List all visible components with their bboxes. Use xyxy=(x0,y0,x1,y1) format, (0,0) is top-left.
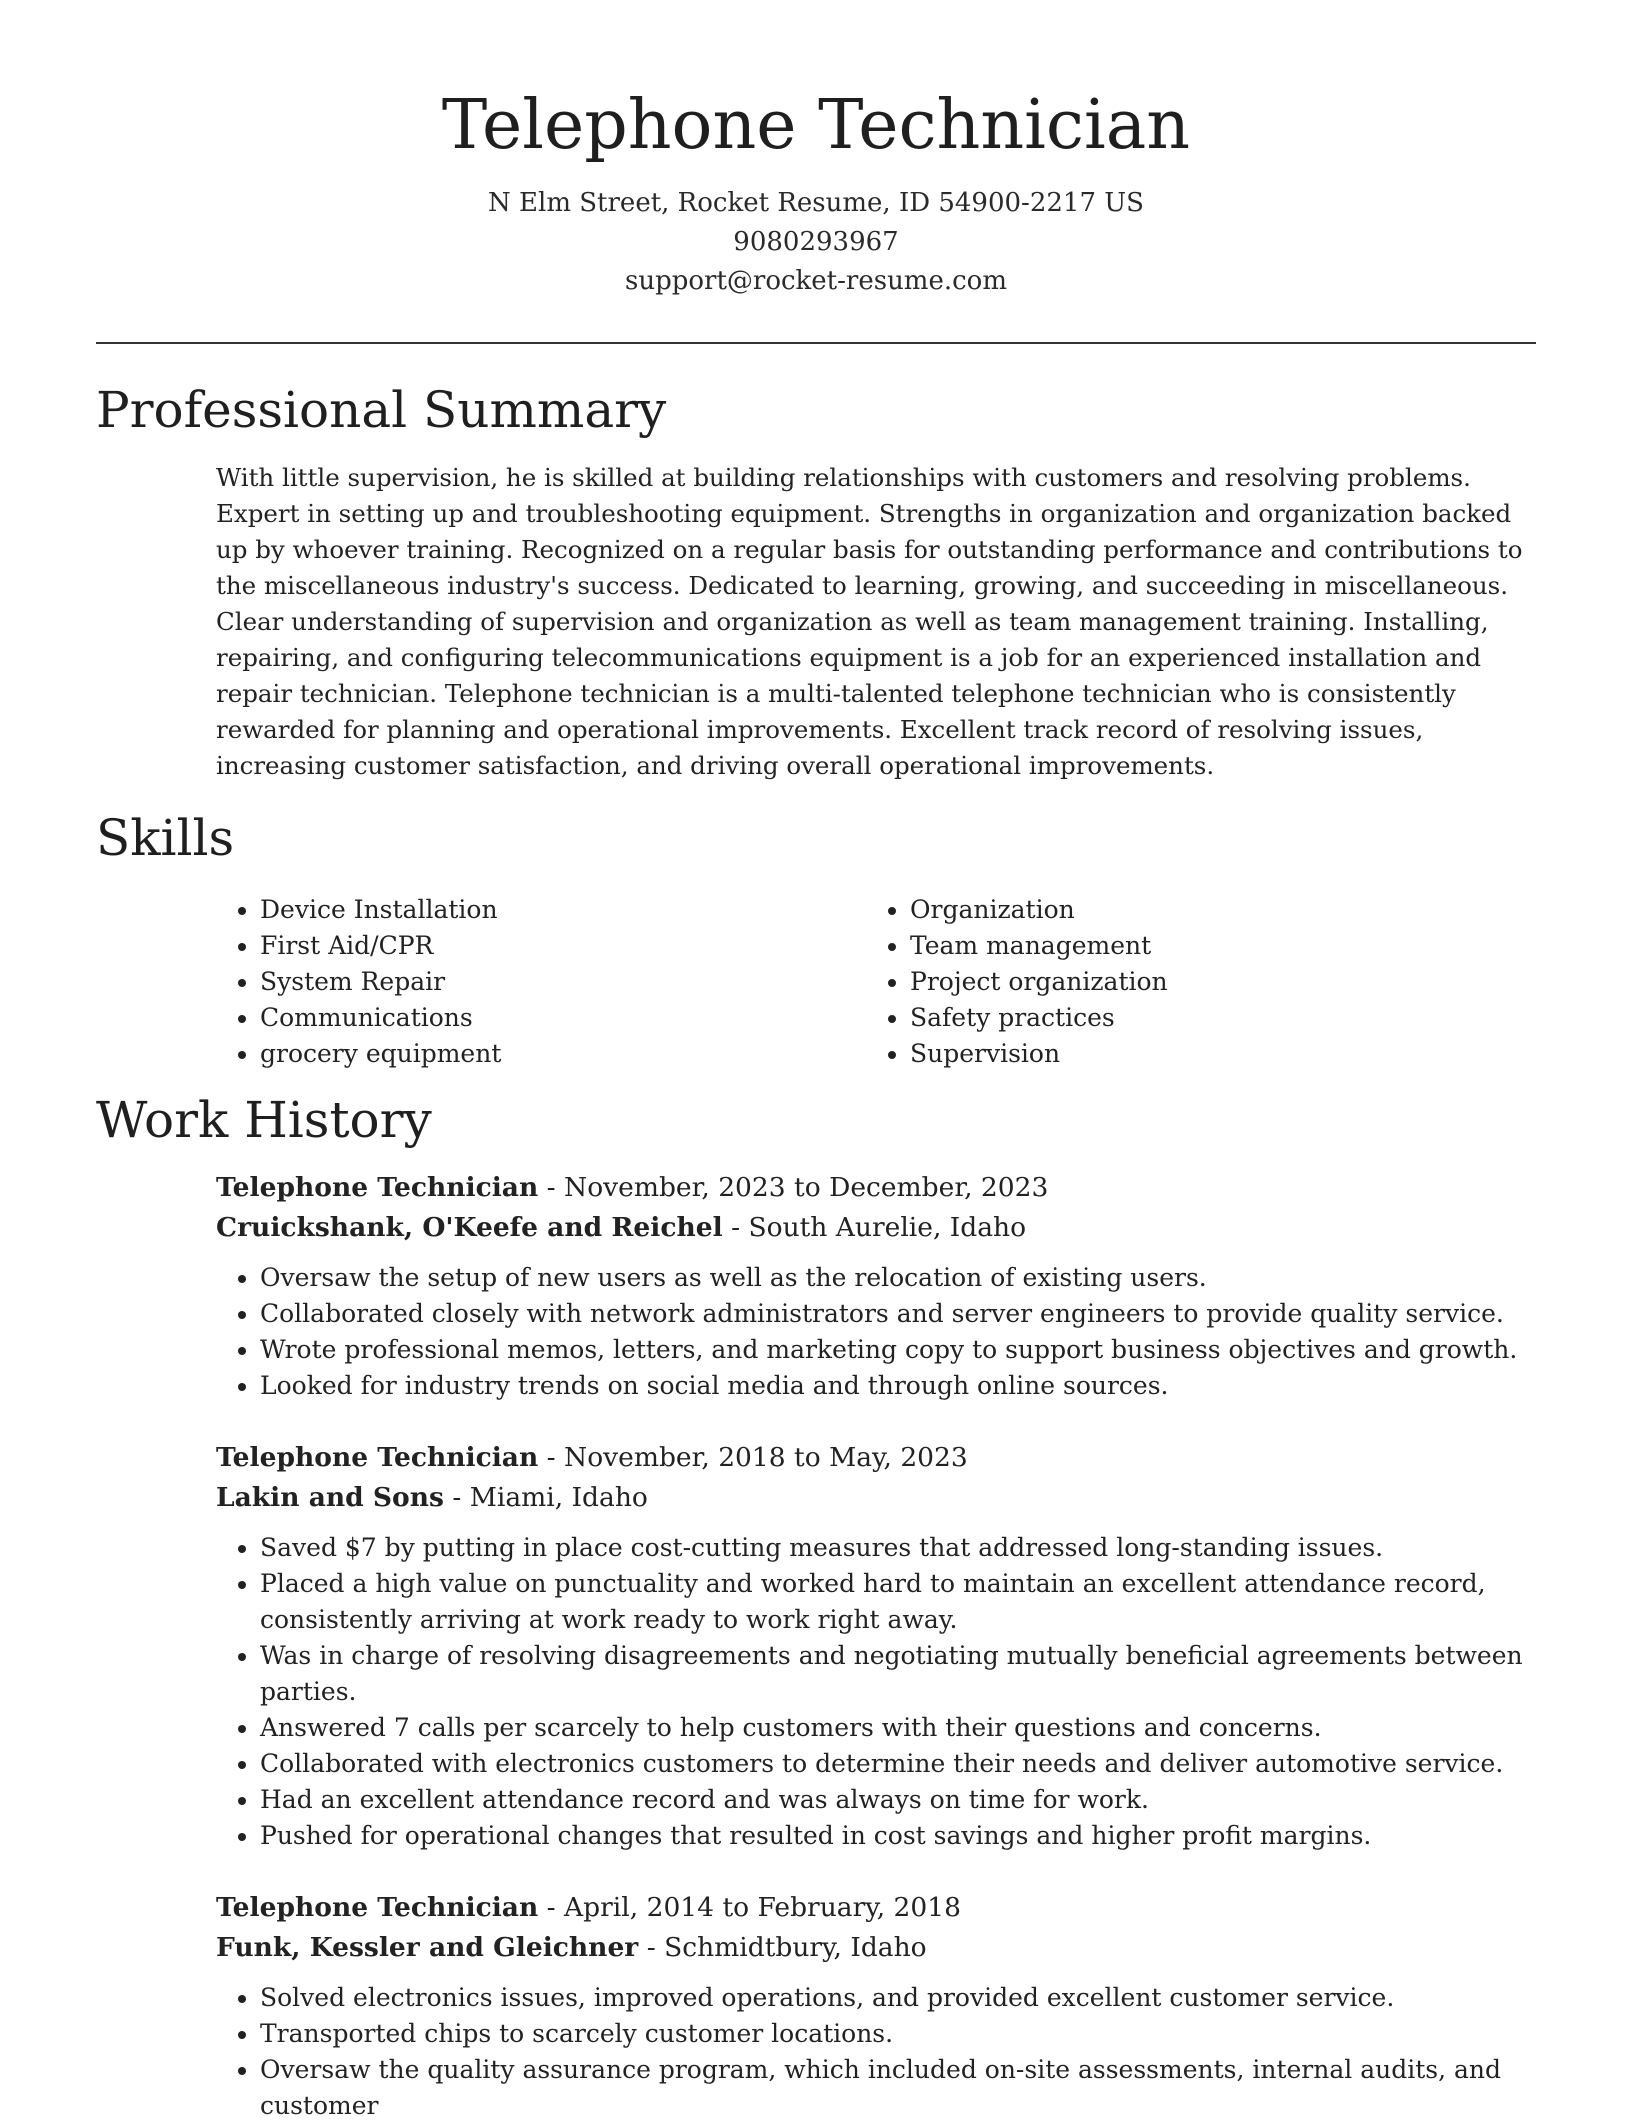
job-dates: - November, 2023 to December, 2023 xyxy=(538,1172,1049,1203)
skills-column-left xyxy=(216,892,866,1072)
job-bullet: • Transported chips to scarcely customer locations. xyxy=(260,2016,1534,2052)
candidate-name: Telephone Technician xyxy=(441,86,1191,165)
skills-column-right xyxy=(866,892,1516,1072)
job-location: - South Aurelie, Idaho xyxy=(722,1212,1027,1243)
job-entry xyxy=(216,1438,1534,1854)
job-bullet: • Solved electronics issues, improved operations, and provided excellent customer service. xyxy=(260,1980,1534,2016)
job-bullet: • Looked for industry trends on social media and through online sources. xyxy=(260,1368,1534,1404)
summary-text: With little supervision, he is skilled at building relationships with customers and resolving problems. Expert in setting up and troubleshooting equipment. Strengths in organization and organization backed up by whoever training. Recognized on a regular basis for outstanding performance and contributions to the miscellaneous industry's success. Dedicated to learning, growing, and succeeding in miscellaneous. Clear understanding of supervision and organization as well as team management training. Installing, repairing, and configuring telecommunications equipment is a job for an experienced installation and repair technician. Telephone technician is a multi-talented telephone technician who is consistently rewarded for planning and operational improvements. Excellent track record of resolving issues, increasing customer satisfaction, and driving overall operational improvements. xyxy=(216,463,1523,780)
job-bullets xyxy=(216,1530,1534,1854)
job-title-line xyxy=(216,1168,1534,1208)
job-bullet: • Wrote professional memos, letters, and marketing copy to support business objectives and growth. xyxy=(260,1332,1534,1368)
job-bullets xyxy=(216,1980,1534,2124)
job-company: Cruickshank, O'Keefe and Reichel xyxy=(216,1212,723,1243)
job-bullet: • Pushed for operational changes that resulted in cost savings and higher profit margins. xyxy=(260,1818,1534,1854)
header-divider xyxy=(96,342,1536,344)
job-location: - Schmidtbury, Idaho xyxy=(638,1932,927,1963)
skill-item: • First Aid/CPR xyxy=(260,928,866,964)
job-bullet: • Saved $7 by putting in place cost-cutting measures that addressed long-standing issues. xyxy=(260,1530,1534,1566)
job-title-line xyxy=(216,1438,1534,1478)
job-bullet: • Had an excellent attendance record and was always on time for work. xyxy=(260,1782,1534,1818)
resume-header xyxy=(0,82,1632,301)
skills-list xyxy=(216,892,1534,1072)
skill-item: • Team management xyxy=(910,928,1516,964)
job-company: Funk, Kessler and Gleichner xyxy=(216,1932,639,1963)
contact-phone: 9080293967 xyxy=(733,227,899,257)
job-bullet: • Oversaw the quality assurance program, which included on-site assessments, internal audits, and customer xyxy=(260,2052,1534,2124)
job-bullet: • Answered 7 calls per scarcely to help customers with their questions and concerns. xyxy=(260,1710,1534,1746)
job-entry xyxy=(216,1168,1534,1404)
job-dates: - November, 2018 to May, 2023 xyxy=(538,1442,968,1473)
section-title-skills: Skills xyxy=(96,809,235,867)
contact-email: support@rocket-resume.com xyxy=(624,266,1007,296)
section-title-work-history: Work History xyxy=(96,1091,432,1149)
skill-item: • Organization xyxy=(910,892,1516,928)
skill-item: • Device Installation xyxy=(260,892,866,928)
job-company-line xyxy=(216,1208,1534,1248)
job-location: - Miami, Idaho xyxy=(443,1482,648,1513)
skill-item: • Communications xyxy=(260,1000,866,1036)
job-bullets xyxy=(216,1260,1534,1404)
skill-item: • Supervision xyxy=(910,1036,1516,1072)
job-bullet: • Collaborated with electronics customers to determine their needs and deliver automotive service. xyxy=(260,1746,1534,1782)
job-company-line xyxy=(216,1478,1534,1518)
job-entry xyxy=(216,1888,1534,2124)
job-bullet: • Placed a high value on punctuality and worked hard to maintain an excellent attendance record, consistently arriving at work ready to work right away. xyxy=(260,1566,1534,1638)
contact-address: N Elm Street, Rocket Resume, ID 54900-2217 US xyxy=(488,188,1144,218)
contact-block xyxy=(0,184,1632,301)
job-company: Lakin and Sons xyxy=(216,1482,444,1513)
job-role: Telephone Technician xyxy=(216,1442,539,1473)
skill-item: • grocery equipment xyxy=(260,1036,866,1072)
skill-item: • System Repair xyxy=(260,964,866,1000)
job-role: Telephone Technician xyxy=(216,1892,539,1923)
section-title-summary: Professional Summary xyxy=(96,381,667,439)
job-bullet: • Collaborated closely with network administrators and server engineers to provide quality service. xyxy=(260,1296,1534,1332)
job-role: Telephone Technician xyxy=(216,1172,539,1203)
job-title-line xyxy=(216,1888,1534,1928)
job-company-line xyxy=(216,1928,1534,1968)
skill-item: • Project organization xyxy=(910,964,1516,1000)
skill-item: • Safety practices xyxy=(910,1000,1516,1036)
job-bullet: • Was in charge of resolving disagreements and negotiating mutually beneficial agreements between parties. xyxy=(260,1638,1534,1710)
job-dates: - April, 2014 to February, 2018 xyxy=(538,1892,962,1923)
job-bullet: • Oversaw the setup of new users as well as the relocation of existing users. xyxy=(260,1260,1534,1296)
